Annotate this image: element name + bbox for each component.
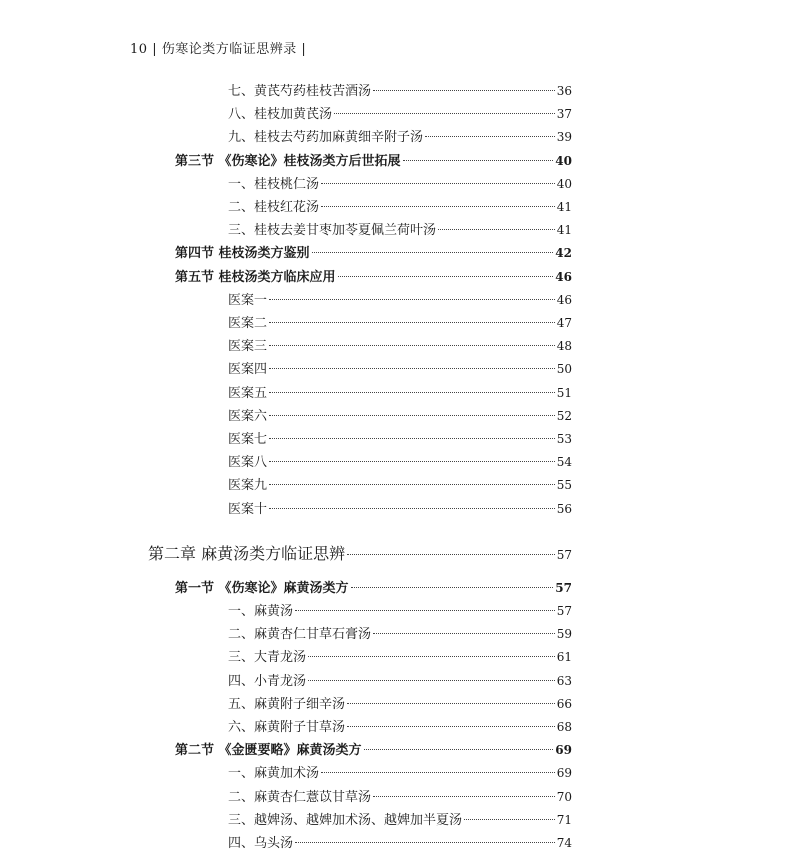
dot-leader [464, 819, 555, 820]
dot-leader [269, 299, 555, 300]
toc-entry-page: 47 [556, 316, 572, 330]
header-separator-left: | [152, 42, 158, 57]
toc-entry-page: 36 [556, 84, 572, 98]
toc-entry-page: 66 [556, 696, 572, 711]
toc-entry-page: 52 [556, 408, 572, 423]
toc-entry-page: 37 [556, 107, 572, 122]
toc-entry [228, 312, 572, 334]
toc-entry-title: 七、黄芪芍药桂枝苦酒汤 [228, 84, 372, 99]
toc-entry [175, 577, 572, 599]
book-title: 伤寒论类方临证思辨录 [161, 42, 297, 57]
toc-entry [228, 405, 572, 427]
toc-entry [228, 809, 572, 831]
dot-leader [269, 438, 555, 439]
toc-entry [175, 242, 572, 264]
toc-entry-title: 医案五 [228, 385, 268, 401]
toc-entry [228, 358, 572, 380]
toc-entry-title: 医案八 [228, 455, 268, 471]
toc-entry [228, 623, 572, 645]
toc-entry [228, 103, 572, 125]
toc-entry-title: 二、桂枝红花汤 [228, 200, 320, 215]
toc-entry-page: 40 [555, 153, 572, 168]
toc-entry-title: 二、麻黄杏仁甘草石膏汤 [228, 627, 372, 643]
toc-entry-title: 医案六 [228, 408, 268, 424]
toc-entry [228, 474, 572, 496]
toc-entry-page: 55 [556, 478, 572, 493]
toc-entry [228, 600, 572, 622]
toc-entry-page: 46 [555, 269, 572, 284]
dot-leader [403, 160, 554, 161]
dot-leader [308, 656, 555, 657]
toc-entry-title: 医案九 [228, 478, 268, 494]
toc-entry [228, 382, 572, 404]
toc-entry-page: 40 [556, 176, 572, 191]
dot-leader [347, 703, 555, 704]
dot-leader [425, 136, 555, 137]
toc-entry-page: 71 [556, 812, 572, 827]
dot-leader [269, 368, 555, 369]
toc-entry-title: 医案二 [228, 316, 268, 331]
dot-leader [438, 229, 555, 230]
toc-entry-title: 二、麻黄杏仁薏苡甘草汤 [228, 789, 372, 805]
toc-entry [228, 646, 572, 668]
toc-entry-title: 一、麻黄汤 [228, 604, 294, 619]
toc-entry [228, 428, 572, 450]
toc-entry-page: 53 [556, 432, 572, 446]
toc-entry-title: 医案七 [228, 432, 268, 447]
toc-entry [175, 150, 572, 172]
dot-leader [347, 554, 555, 555]
toc-entry-page: 70 [556, 789, 572, 804]
toc-entry-page: 69 [556, 766, 572, 781]
toc-entry-title: 第二节 《金匮要略》麻黄汤类方 [175, 743, 362, 759]
toc-entry-page: 74 [556, 836, 572, 850]
toc-entry [228, 219, 572, 241]
dot-leader [269, 345, 555, 346]
toc-entry-page: 41 [556, 200, 572, 214]
toc-entry-page: 56 [556, 501, 572, 516]
toc-entry [228, 670, 572, 692]
toc-entry [228, 693, 572, 715]
toc-entry-title: 八、桂枝加黄芪汤 [228, 107, 333, 123]
dot-leader [295, 610, 555, 611]
dot-leader [334, 113, 555, 114]
dot-leader [269, 322, 555, 323]
dot-leader [321, 183, 555, 184]
toc-entry-page: 42 [555, 246, 572, 261]
toc-entry [228, 126, 572, 148]
dot-leader [373, 633, 555, 634]
toc-entry-title: 一、麻黄加术汤 [228, 766, 320, 782]
toc-entry-page: 48 [556, 339, 572, 354]
toc-entry-page: 46 [556, 292, 572, 307]
toc-entry-page: 57 [556, 547, 572, 562]
toc-entry-title: 三、桂枝去姜甘枣加苓夏佩兰荷叶汤 [228, 223, 437, 239]
toc-entry [175, 739, 572, 761]
toc-entry [228, 80, 572, 102]
toc-entry-title: 第五节 桂枝汤类方临床应用 [175, 269, 336, 285]
dot-leader [269, 392, 555, 393]
dot-leader [295, 842, 555, 843]
dot-leader [269, 508, 555, 509]
dot-leader [347, 726, 555, 727]
toc-entry-title: 第四节 桂枝汤类方鉴别 [175, 246, 310, 262]
dot-leader [312, 252, 554, 253]
toc-entry-page: 68 [556, 720, 572, 734]
toc-entry [148, 541, 572, 569]
toc-entry [228, 289, 572, 311]
dot-leader [338, 276, 554, 277]
page-number: 10 [130, 42, 148, 57]
toc-entry-page: 61 [556, 650, 572, 665]
dot-leader [373, 90, 555, 91]
toc-entry [228, 716, 572, 738]
toc-entry-page: 59 [556, 627, 572, 642]
toc-entry-page: 63 [556, 673, 572, 688]
dot-leader [308, 680, 555, 681]
dot-leader [321, 206, 555, 207]
toc-entry-title: 九、桂枝去芍药加麻黄细辛附子汤 [228, 130, 424, 146]
dot-leader [269, 461, 555, 462]
toc-entry-title: 第二章 麻黄汤类方临证思辨 [148, 543, 346, 563]
toc-entry-title: 五、麻黄附子细辛汤 [228, 696, 346, 712]
toc-entry-title: 医案三 [228, 339, 268, 355]
dot-leader [321, 772, 555, 773]
toc-entry [175, 266, 572, 288]
toc-entry-page: 51 [556, 385, 572, 400]
toc-entry-title: 第三节 《伤寒论》桂枝汤类方后世拓展 [175, 153, 401, 169]
toc-entry-page: 57 [556, 604, 572, 618]
dot-leader [373, 796, 555, 797]
dot-leader [351, 587, 554, 588]
toc-entry [228, 451, 572, 473]
header-separator-right: | [301, 42, 307, 57]
toc-entry [228, 786, 572, 808]
toc-entry-title: 三、越婢汤、越婢加术汤、越婢加半夏汤 [228, 812, 463, 828]
toc-entry-page: 50 [556, 362, 572, 377]
toc-entry [228, 832, 572, 854]
toc-entry-page: 69 [555, 743, 572, 758]
toc-entry-page: 41 [556, 223, 572, 238]
toc-entry [228, 335, 572, 357]
dot-leader [269, 484, 555, 485]
toc-entry-title: 医案四 [228, 362, 268, 378]
toc-entry-page: 54 [556, 455, 572, 470]
toc-entry-page: 57 [555, 580, 572, 595]
toc-entry [228, 173, 572, 195]
toc-entry-title: 三、大青龙汤 [228, 650, 307, 666]
toc-entry-title: 四、乌头汤 [228, 836, 294, 851]
toc-entry [228, 196, 572, 218]
toc-entry-title: 六、麻黄附子甘草汤 [228, 720, 346, 735]
toc-entry-page: 39 [556, 130, 572, 145]
toc-entry [228, 498, 572, 520]
toc-entry-title: 医案一 [228, 292, 268, 308]
toc-entry-title: 医案十 [228, 501, 268, 517]
toc-entry [228, 762, 572, 784]
toc-entry-title: 第一节 《伤寒论》麻黄汤类方 [175, 580, 349, 596]
dot-leader [364, 749, 554, 750]
toc-entry-title: 四、小青龙汤 [228, 673, 307, 689]
toc-entry-title: 一、桂枝桃仁汤 [228, 176, 320, 192]
dot-leader [269, 415, 555, 416]
